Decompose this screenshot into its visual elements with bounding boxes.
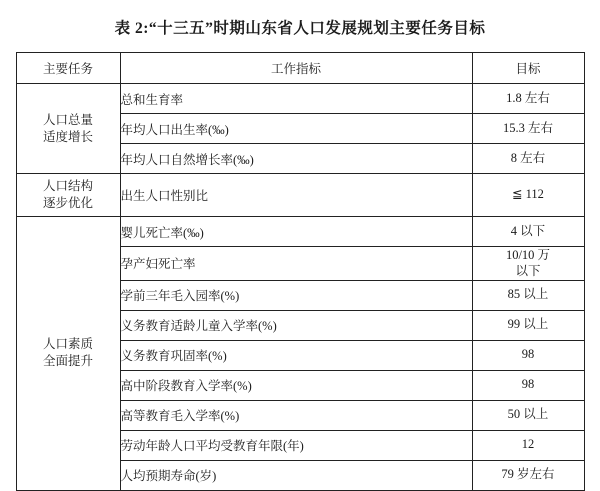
category-line: 全面提升	[42, 354, 93, 369]
target-cell: 79 岁左右	[472, 460, 584, 490]
category-line: 人口结构	[42, 179, 93, 194]
indicator-cell: 高中阶段教育入学率(%)	[120, 370, 472, 400]
category-line: 人口素质	[42, 337, 93, 352]
table-row	[16, 174, 584, 217]
column-header-target: 目标	[472, 53, 584, 84]
population-plan-table	[16, 52, 585, 491]
target-cell: 50 以上	[472, 400, 584, 430]
target-cell	[472, 247, 584, 281]
target-cell: 85 以上	[472, 280, 584, 310]
indicator-cell: 年均人口出生率(‰)	[120, 114, 472, 144]
target-cell: 98	[472, 370, 584, 400]
column-header-category: 主要任务	[16, 53, 120, 84]
indicator-cell: 年均人口自然增长率(‰)	[120, 144, 472, 174]
column-header-indicator: 工作指标	[120, 53, 472, 84]
category-cell	[16, 84, 120, 174]
target-cell: 15.3 左右	[472, 114, 584, 144]
table-body	[16, 84, 584, 491]
category-line: 逐步优化	[42, 196, 93, 210]
indicator-cell: 孕产妇死亡率	[120, 247, 472, 281]
indicator-cell: 人均预期寿命(岁)	[120, 460, 472, 490]
target-line-2: 以下	[515, 264, 541, 279]
target-cell: 8 左右	[472, 144, 584, 174]
table-header	[16, 53, 584, 84]
indicator-cell: 劳动年龄人口平均受教育年限(年)	[120, 430, 472, 460]
table-header-row	[16, 53, 584, 84]
target-cell: 99 以上	[472, 310, 584, 340]
indicator-cell: 义务教育巩固率(%)	[120, 340, 472, 370]
page-title: 表 2:“十三五”时期山东省人口发展规划主要任务目标	[114, 20, 486, 37]
category-cell	[16, 217, 120, 491]
target-cell: 12	[472, 430, 584, 460]
target-line-1: 10/10 万	[505, 248, 551, 262]
indicator-cell: 出生人口性别比	[120, 174, 472, 217]
target-cell: 4 以下	[472, 217, 584, 247]
target-cell: 98	[472, 340, 584, 370]
table-row	[16, 84, 584, 114]
indicator-cell: 学前三年毛入园率(%)	[120, 280, 472, 310]
target-cell: 1.8 左右	[472, 84, 584, 114]
category-cell	[16, 174, 120, 217]
target-cell: ≦ 112	[472, 174, 584, 217]
indicator-cell: 高等教育毛入学率(%)	[120, 400, 472, 430]
indicator-cell: 婴儿死亡率(‰)	[120, 217, 472, 247]
indicator-cell: 总和生育率	[120, 84, 472, 114]
table-row	[16, 217, 584, 247]
category-line: 人口总量	[42, 112, 93, 127]
indicator-cell: 义务教育适龄儿童入学率(%)	[120, 310, 472, 340]
category-line: 适度增长	[42, 129, 93, 144]
